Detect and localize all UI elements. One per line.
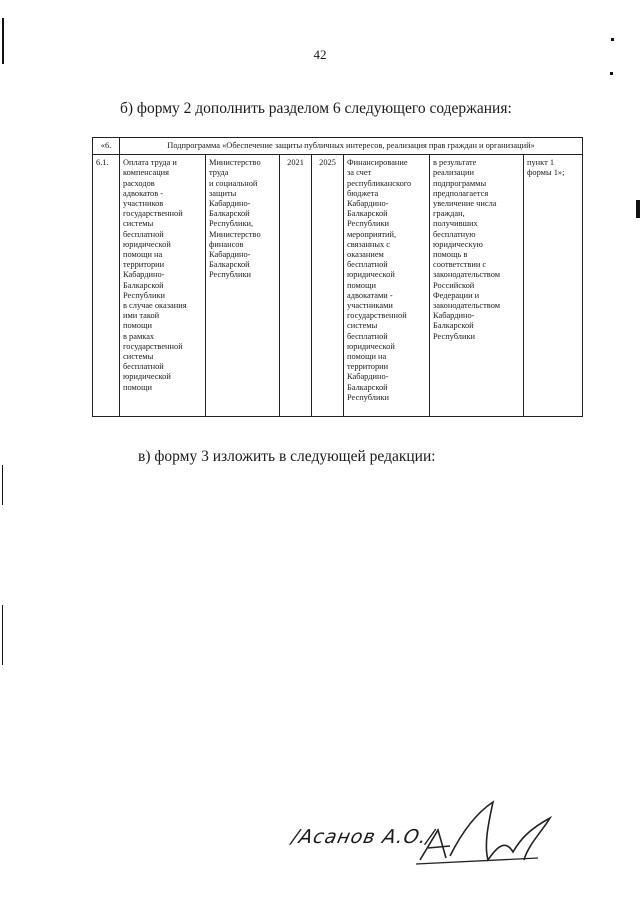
table-header-row	[93, 138, 583, 155]
table-row	[93, 155, 583, 417]
scan-mark-right-2	[610, 72, 613, 75]
signature-scribble	[288, 790, 568, 880]
signature	[288, 790, 568, 880]
indicator-link: пункт 1 формы 1»;	[524, 155, 583, 417]
end-year: 2025	[312, 155, 344, 417]
start-year: 2021	[280, 155, 312, 417]
expected-result: в результате реализации подпрограммы предполагается увеличение числа граждан, получивших бесплатную юридическую помощь в соответствии с законодательством Российской Федерации и законодательством Кабардино- Балкарской Республики	[430, 155, 524, 417]
financing-description: Финансирование за счет республиканского бюджета Кабардино- Балкарской Республики мероприятий, связанных с оказанием бесплатной юридической помощи адвокатами - участниками государственной системы бесплатной юридической помощи на территории Кабардино- Балкарской Республики	[344, 155, 430, 417]
signature-name: /Асанов А.О./	[289, 826, 437, 848]
scan-mark-right-1	[611, 38, 614, 41]
activity-name: Оплата труда и компенсация расходов адвокатов - участников государственной системы бесплатной юридической помощи на территории Кабардино- Балкарской Республики в случае оказания ими такой помощи в рамках государственной системы бесплатной юридической помощи	[120, 155, 206, 417]
subprogram-title: Подпрограмма «Обеспечение защиты публичных интересов, реализация прав граждан и организаций»	[120, 138, 583, 155]
section-heading-b: б) форму 2 дополнить разделом 6 следующего содержания:	[120, 100, 512, 117]
responsible-executor: Министерство труда и социальной защиты Кабардино- Балкарской Республики, Министерство финансов Кабардино- Балкарской Республики	[206, 155, 280, 417]
row-number: 6.1.	[93, 155, 120, 417]
section-heading-v: в) форму 3 изложить в следующей редакции:	[138, 448, 436, 465]
page-number: 42	[313, 47, 327, 62]
header-number: «6.	[93, 138, 120, 155]
scan-mark-left-bottom	[2, 605, 3, 665]
scan-mark-right-3	[636, 200, 640, 218]
program-table	[92, 137, 583, 417]
scan-mark-left-middle	[2, 465, 3, 505]
